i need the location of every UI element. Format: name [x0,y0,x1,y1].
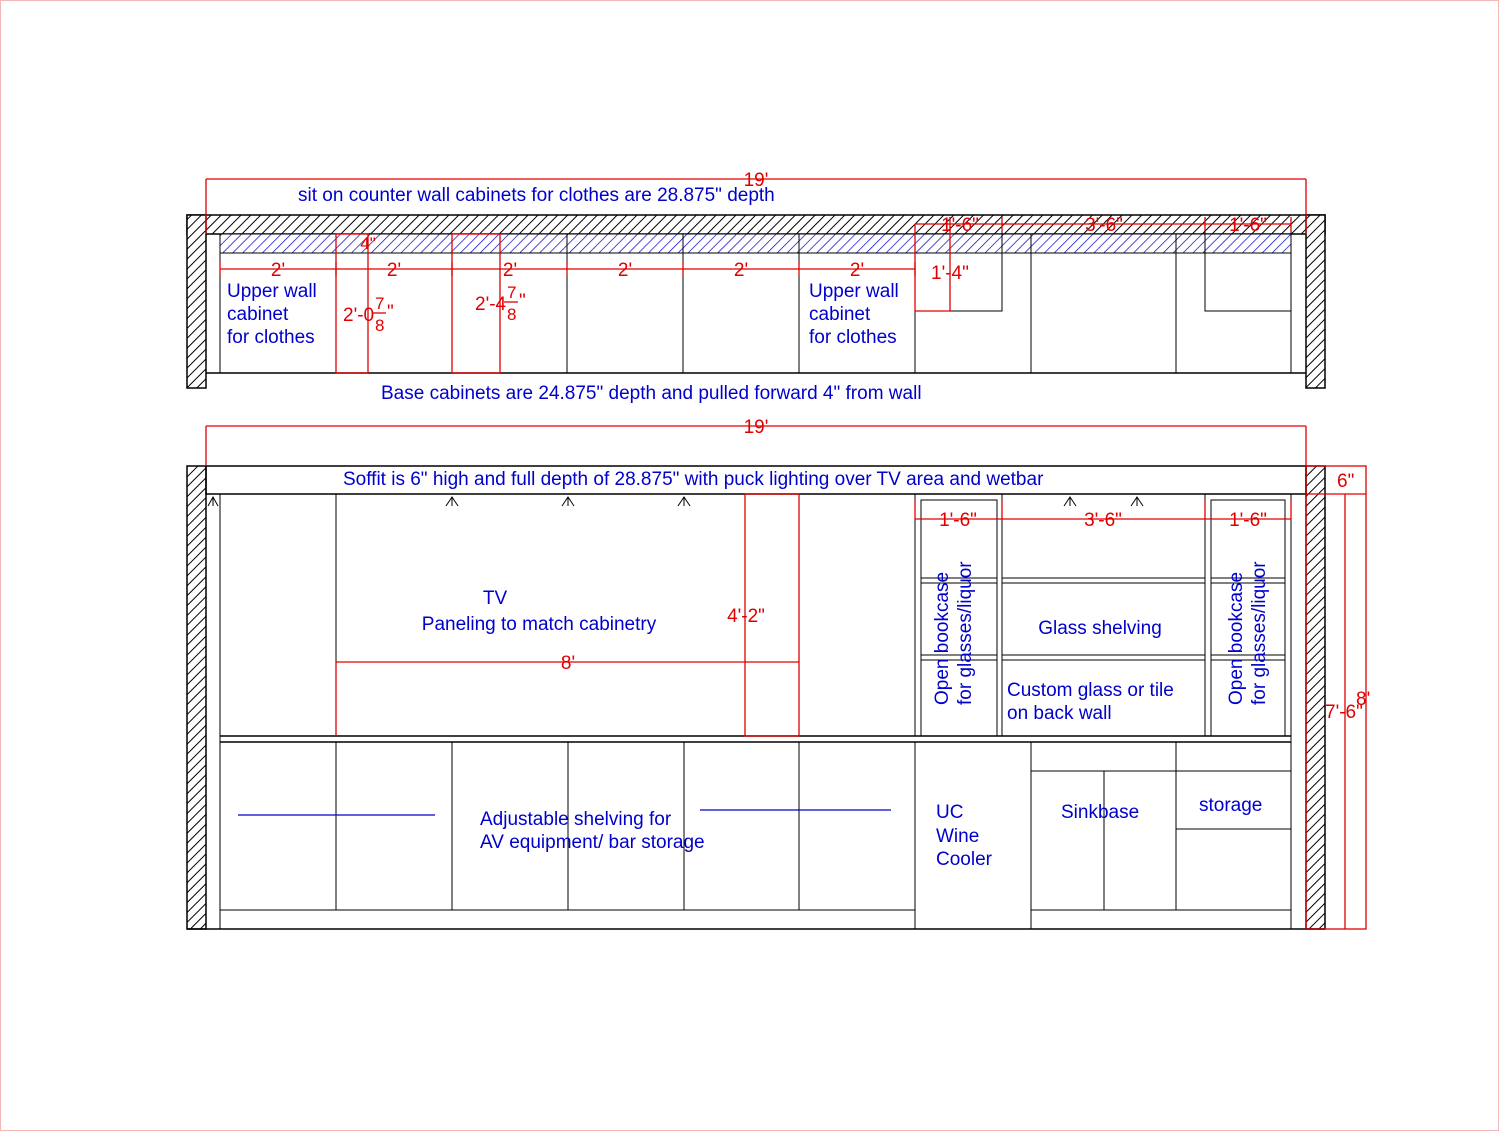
label-line: cabinet [809,304,871,325]
plan-unit-dim: 2' [270,260,286,281]
glass-shelving-label: Glass shelving [1038,618,1162,639]
plan-dim-1-4: 1'-4" [931,263,969,284]
plan-dim-a-suffix: " [387,302,394,323]
sinkbase-label: Sinkbase [1061,802,1140,823]
label-line: Open bookcase [932,571,953,705]
base-shelving-label [480,809,705,853]
label-line: Upper wall [809,281,899,302]
puck-lights [208,497,1143,506]
plan-dim-b-main: 2'-4 [475,294,507,315]
back-wall-label [1007,680,1179,724]
label-line: for clothes [227,327,315,348]
height-8: 8' [1356,689,1371,710]
bookcase-right-label [1226,561,1270,705]
label-line: Custom glass or tile [1007,680,1174,701]
label-line: Open bookcase [1226,571,1247,705]
label-line: AV equipment/ bar storage [480,832,705,853]
label-line: for glasses/liquor [955,561,976,705]
plan-shelf-right-dim: 1'-6" [1229,215,1267,236]
soffit-note: Soffit is 6" high and full depth of 28.875" with puck lighting over TV area and wetbar [343,469,1044,490]
plan-unit-dim: 2' [617,260,633,281]
tv-width-dim: 8' [560,653,576,674]
plan-upper-left-label [227,281,322,348]
elev-left-wall [187,466,206,929]
plan-overall-dim: 19' [743,170,769,191]
height-7-6: 7'-6" [1325,702,1363,723]
plan-note-bottom: Base cabinets are 24.875" depth and pulled forward 4" from wall [381,383,922,404]
plan-dim-a-main: 2'-0 [343,305,375,326]
shelf-left-dim: 1'-6" [939,510,977,531]
plan-shelf-mid-dim: 3'-6" [1085,215,1123,236]
label-line: Cooler [936,849,992,870]
shelf-right-dim: 1'-6" [1229,510,1267,531]
elev-right-wall [1306,466,1325,929]
plan-shelf-left-dim: 1'-6" [941,215,979,236]
plan-left-wall [187,215,206,388]
tv-height-dim: 4'-2" [727,606,765,627]
label-line: for clothes [809,327,897,348]
plan-dim-b-den: 8 [507,305,517,324]
tv-paneling: Paneling to match cabinetry [421,614,657,635]
soffit-dim: 6" [1337,471,1355,492]
elev-overall-dim: 19' [743,417,769,438]
label-line: Upper wall [227,281,317,302]
wine-cooler-label [936,802,993,870]
bookcase-left-label [932,561,976,705]
plan-note-top: sit on counter wall cabinets for clothes are 28.875" depth [298,185,775,206]
plan-unit-dim: 2' [386,260,402,281]
plan-upper-right-label [809,281,904,348]
tv-label: TV [482,588,508,609]
plan-dim-b-num: 7 [507,283,517,302]
plan-right-wall [1306,215,1325,388]
plan-dim-a-den: 8 [375,316,385,335]
label-line: Wine [936,826,980,847]
plan-wall-cabinet-band [220,234,1291,253]
plan-unit-dim: 2' [733,260,749,281]
plan-unit-dim: 2' [849,260,865,281]
storage-label: storage [1199,795,1263,816]
label-line: Adjustable shelving for [480,809,672,830]
label-line: UC [936,802,964,823]
plan-view [187,170,1325,404]
label-line: cabinet [227,304,289,325]
plan-unit-dim: 2' [502,260,518,281]
label-line: for glasses/liquor [1249,561,1270,705]
elevation-view [187,417,1370,929]
shelf-mid-dim: 3'-6" [1084,510,1122,531]
plan-dim-b-suffix: " [519,291,526,312]
plan-dim-a-num: 7 [375,294,385,313]
label-line: on back wall [1007,703,1112,724]
plan-depth-4: 4" [360,234,376,253]
